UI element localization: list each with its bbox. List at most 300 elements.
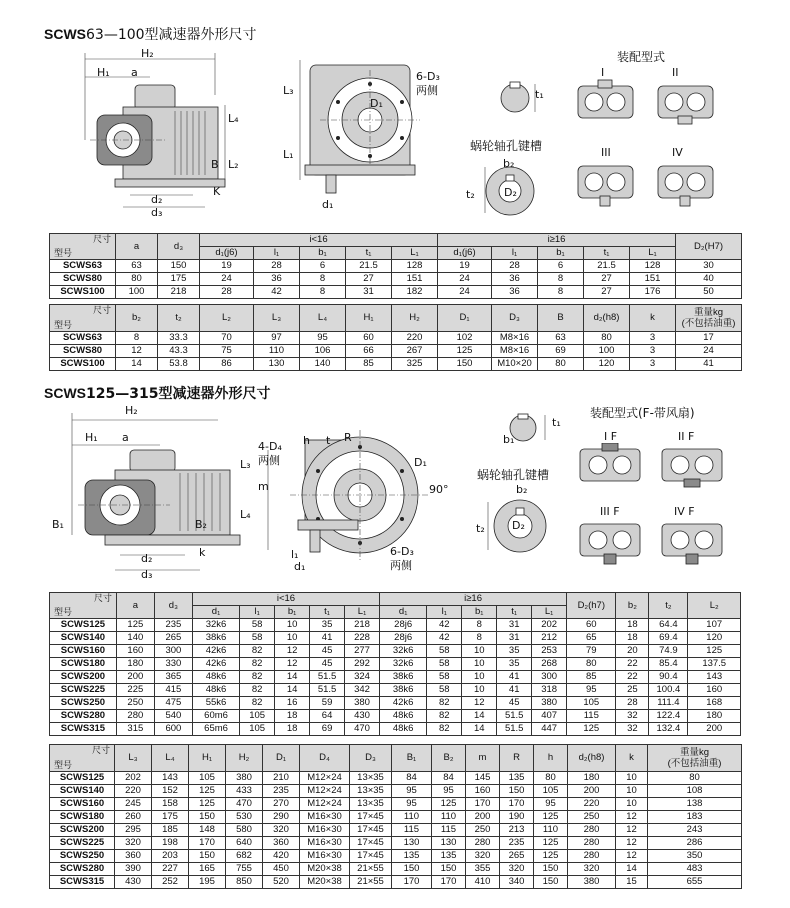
table-cell: 48k6 xyxy=(192,684,239,697)
table-cell: 150 xyxy=(158,260,200,273)
table-cell: 250 xyxy=(466,824,500,837)
table-cell: 41 xyxy=(310,632,345,645)
table-cell: 85 xyxy=(567,671,616,684)
s2t1-group-lt16: i<16 xyxy=(192,593,379,606)
model-name-cell: SCWS125 xyxy=(50,772,115,785)
s2-key-title: 蜗轮轴孔键槽 xyxy=(477,468,550,482)
section1-title-rest: 63—100型减速器外形尺寸 xyxy=(86,27,257,43)
table-cell: 267 xyxy=(392,345,438,358)
table-cell: 21×55 xyxy=(350,863,392,876)
s2t1-header-row-1 xyxy=(50,593,741,606)
table-cell: 38k6 xyxy=(192,632,239,645)
table-cell: 51.5 xyxy=(310,684,345,697)
table-cell: 82 xyxy=(240,658,275,671)
table-cell: 265 xyxy=(500,850,534,863)
table-cell: 180 xyxy=(116,658,154,671)
table-cell: 82 xyxy=(427,697,462,710)
s2t2-header: D₄ xyxy=(300,745,350,772)
table-cell: 235 xyxy=(500,837,534,850)
s1-label-d1-big: D₁ xyxy=(370,97,383,110)
table-cell: 18 xyxy=(275,710,310,723)
table-cell: 55k6 xyxy=(192,697,239,710)
table-cell: 38k6 xyxy=(380,671,427,684)
table-cell: 28j6 xyxy=(380,619,427,632)
table-cell: 520 xyxy=(263,876,300,889)
table-cell: 8 xyxy=(300,273,346,286)
s2-label-sides-1: 两侧 xyxy=(258,454,280,467)
s2t2-header: m xyxy=(466,745,500,772)
table-cell: 218 xyxy=(345,619,380,632)
table-cell: 360 xyxy=(115,850,152,863)
table-cell: 95 xyxy=(432,785,466,798)
table-cell: 340 xyxy=(500,876,534,889)
table-row xyxy=(50,850,742,863)
table-cell: 160 xyxy=(688,684,741,697)
table-cell: 210 xyxy=(263,772,300,785)
table-cell: 200 xyxy=(568,785,616,798)
s2-label-6d3: 6-D₃ xyxy=(390,545,414,558)
s1t1-corner-bottom: 型号 xyxy=(54,248,73,258)
section1-table1 xyxy=(49,233,742,299)
table-cell: 180 xyxy=(688,710,741,723)
table-cell: 74.9 xyxy=(649,645,688,658)
s2-label-h: h xyxy=(303,434,310,447)
table-cell: 95 xyxy=(567,684,616,697)
table-cell: 450 xyxy=(263,863,300,876)
table-cell: 125 xyxy=(189,798,226,811)
s2t1-header: b₁ xyxy=(462,606,497,619)
table-cell: 82 xyxy=(240,697,275,710)
table-cell: 755 xyxy=(226,863,263,876)
table-cell: 100.4 xyxy=(649,684,688,697)
table-cell: 82 xyxy=(240,684,275,697)
table-cell: 12 xyxy=(275,658,310,671)
table-row xyxy=(50,273,742,286)
s2t2-header: d₂(h8) xyxy=(568,745,616,772)
table-cell: 202 xyxy=(532,619,567,632)
table-cell: 13×35 xyxy=(350,772,392,785)
s1-assembly-type-3: III xyxy=(601,146,611,159)
table-cell: 380 xyxy=(532,697,567,710)
s2t1-header: t₁ xyxy=(310,606,345,619)
table-cell: 410 xyxy=(466,876,500,889)
table-cell: 165 xyxy=(189,863,226,876)
table-cell: 115 xyxy=(567,710,616,723)
table-cell: 58 xyxy=(240,632,275,645)
s1-label-d2: d₂ xyxy=(151,193,163,206)
table-cell: 3 xyxy=(630,345,676,358)
table-cell: 21.5 xyxy=(584,260,630,273)
table-cell: 51.5 xyxy=(310,671,345,684)
s1t1-header: d₁(j6) xyxy=(200,247,254,260)
table-cell: 200 xyxy=(688,723,741,736)
table-cell: 31 xyxy=(346,286,392,299)
table-cell: 430 xyxy=(345,710,380,723)
table-cell: 16 xyxy=(275,697,310,710)
s2-assembly-title: 装配型式(F-带风扇) xyxy=(590,406,695,420)
model-name-cell: SCWS63 xyxy=(50,260,116,273)
table-cell: 110 xyxy=(254,345,300,358)
section1-assembly-drawings xyxy=(570,78,720,218)
table-cell: 225 xyxy=(116,684,154,697)
table-row xyxy=(50,645,741,658)
s1t2-header: D₁ xyxy=(438,305,492,332)
s2t2-header: L₃ xyxy=(115,745,152,772)
table-cell: 48k6 xyxy=(192,671,239,684)
s2-key-d2: D₂ xyxy=(512,519,525,532)
table-cell: 318 xyxy=(532,684,567,697)
table-cell: 290 xyxy=(263,811,300,824)
table-cell: 151 xyxy=(630,273,676,286)
s1-label-a: a xyxy=(131,66,138,79)
table-cell: 18 xyxy=(616,619,649,632)
table-cell: 82 xyxy=(427,710,462,723)
table-cell: 17×45 xyxy=(350,837,392,850)
table-cell: 14 xyxy=(116,358,158,371)
table-cell: 200 xyxy=(116,671,154,684)
table-cell: M16×30 xyxy=(300,811,350,824)
table-cell: 28 xyxy=(492,260,538,273)
table-cell: 17×45 xyxy=(350,824,392,837)
table-cell: M20×38 xyxy=(300,876,350,889)
table-cell: 8 xyxy=(538,273,584,286)
table-cell: 3 xyxy=(630,358,676,371)
s2-label-b1: B₁ xyxy=(52,518,64,531)
table-cell: 132.4 xyxy=(649,723,688,736)
table-cell: 407 xyxy=(532,710,567,723)
s2t2-header: B₂ xyxy=(432,745,466,772)
table-cell: 138 xyxy=(648,798,742,811)
table-cell: 42k6 xyxy=(380,697,427,710)
table-cell: 530 xyxy=(226,811,263,824)
table-cell: 220 xyxy=(568,798,616,811)
s2-label-k: k xyxy=(199,546,206,559)
s1-assembly-type-1: I xyxy=(601,66,605,79)
s2-assembly-type-3: III F xyxy=(600,505,620,518)
table-cell: 183 xyxy=(648,811,742,824)
table-cell: 24 xyxy=(438,273,492,286)
table-cell: 265 xyxy=(154,632,192,645)
section1-title-bold: SCWS xyxy=(44,26,86,42)
table-cell: 850 xyxy=(226,876,263,889)
table-cell: 32k6 xyxy=(192,619,239,632)
s2-label-d3: d₃ xyxy=(141,568,153,581)
table-cell: 14 xyxy=(275,684,310,697)
table-cell: 100 xyxy=(116,286,158,299)
s2-label-sides-2: 两侧 xyxy=(390,559,412,572)
s2t1-group-ge16: i≥16 xyxy=(380,593,567,606)
table-cell: 19 xyxy=(200,260,254,273)
model-name-cell: SCWS100 xyxy=(50,286,116,299)
table-cell: 80 xyxy=(538,358,584,371)
table-cell: 12 xyxy=(462,697,497,710)
table-row xyxy=(50,260,742,273)
table-cell: 80 xyxy=(534,772,568,785)
s2t1-header: L₁ xyxy=(532,606,567,619)
table-cell: 540 xyxy=(154,710,192,723)
table-cell: 95 xyxy=(300,332,346,345)
table-cell: 380 xyxy=(345,697,380,710)
table-cell: 470 xyxy=(226,798,263,811)
table-cell: 130 xyxy=(432,837,466,850)
s2t2-weight-header-line2: (不包括油重) xyxy=(667,758,722,769)
table-cell: 28 xyxy=(200,286,254,299)
table-cell: 18 xyxy=(275,723,310,736)
table-cell: 10 xyxy=(616,798,648,811)
s1t2-header: L₃ xyxy=(254,305,300,332)
table-cell: 320 xyxy=(500,863,534,876)
table-cell: 198 xyxy=(152,837,189,850)
s2t2-header: L₄ xyxy=(152,745,189,772)
s2t1-header: d₁ xyxy=(380,606,427,619)
table-cell: 48k6 xyxy=(380,723,427,736)
table-cell: 125 xyxy=(688,645,741,658)
table-cell: 105 xyxy=(189,772,226,785)
table-cell: 12 xyxy=(616,811,648,824)
s2-label-d1-small: d₁ xyxy=(294,560,306,573)
table-cell: 143 xyxy=(152,772,189,785)
table-cell: 252 xyxy=(152,876,189,889)
table-cell: 45 xyxy=(310,658,345,671)
table-cell: 137.5 xyxy=(688,658,741,671)
table-cell: M16×30 xyxy=(300,824,350,837)
model-name-cell: SCWS280 xyxy=(50,863,115,876)
section2-title-bold: SCWS xyxy=(44,385,86,401)
table-cell: 120 xyxy=(688,632,741,645)
table-cell: 60 xyxy=(567,619,616,632)
s2t1-header: t₂ xyxy=(649,593,688,619)
table-cell: 32 xyxy=(616,710,649,723)
table-cell: 66 xyxy=(346,345,392,358)
table-cell: 13×35 xyxy=(350,785,392,798)
table-cell: 22 xyxy=(616,658,649,671)
table-cell: M12×24 xyxy=(300,785,350,798)
table-cell: 8 xyxy=(538,286,584,299)
table-cell: 82 xyxy=(427,723,462,736)
table-cell: 36 xyxy=(492,273,538,286)
s2t2-header: D₃ xyxy=(350,745,392,772)
table-cell: 170 xyxy=(189,837,226,850)
table-cell: 168 xyxy=(688,697,741,710)
table-cell: 390 xyxy=(115,863,152,876)
table-cell: 320 xyxy=(263,824,300,837)
table-cell: 170 xyxy=(466,798,500,811)
table-cell: 10 xyxy=(462,645,497,658)
table-cell: 82 xyxy=(240,671,275,684)
table-cell: 350 xyxy=(648,850,742,863)
model-name-cell: SCWS125 xyxy=(50,619,117,632)
table-cell: 260 xyxy=(115,811,152,824)
table-cell: 360 xyxy=(263,837,300,850)
table-cell: 22 xyxy=(616,671,649,684)
table-cell: 69 xyxy=(310,723,345,736)
table-cell: 110 xyxy=(534,824,568,837)
table-cell: 105 xyxy=(240,710,275,723)
s2-label-d1-big: D₁ xyxy=(414,456,427,469)
table-cell: 58 xyxy=(427,645,462,658)
s1-key-d2: D₂ xyxy=(504,186,517,199)
table-cell: 38k6 xyxy=(380,684,427,697)
table-cell: 158 xyxy=(152,798,189,811)
table-cell: 14 xyxy=(616,863,648,876)
table-cell: 176 xyxy=(630,286,676,299)
table-cell: 175 xyxy=(158,273,200,286)
table-cell: 17×45 xyxy=(350,811,392,824)
s1t2-header: b₂ xyxy=(116,305,158,332)
table-row xyxy=(50,837,742,850)
table-cell: 53.8 xyxy=(158,358,200,371)
s1t1-header: d₁(j6) xyxy=(438,247,492,260)
table-cell: 105 xyxy=(240,723,275,736)
table-cell: 69.4 xyxy=(649,632,688,645)
table-cell: 128 xyxy=(630,260,676,273)
table-cell: 195 xyxy=(189,876,226,889)
table-cell: 80 xyxy=(567,658,616,671)
table-cell: 41 xyxy=(497,671,532,684)
table-cell: 95 xyxy=(534,798,568,811)
table-cell: M12×24 xyxy=(300,772,350,785)
s1-label-d3: d₃ xyxy=(151,206,163,219)
s1t1-header: L₁ xyxy=(392,247,438,260)
table-row xyxy=(50,619,741,632)
table-cell: 12 xyxy=(116,345,158,358)
table-cell: 18 xyxy=(616,632,649,645)
section2-title xyxy=(44,383,270,403)
table-cell: 27 xyxy=(584,286,630,299)
table-cell: 42 xyxy=(427,632,462,645)
table-cell: 65m6 xyxy=(192,723,239,736)
s2t2-header: k xyxy=(616,745,648,772)
table-cell: 277 xyxy=(345,645,380,658)
s1-label-h1: H₁ xyxy=(97,66,110,79)
table-cell: 84 xyxy=(392,772,432,785)
section2-title-rest: 125—315型减速器外形尺寸 xyxy=(86,386,271,402)
model-name-cell: SCWS63 xyxy=(50,332,116,345)
table-cell: 13×35 xyxy=(350,798,392,811)
section1-title xyxy=(44,24,257,44)
table-cell: 185 xyxy=(152,824,189,837)
s1-label-l1: L₁ xyxy=(283,148,294,161)
table-cell: 150 xyxy=(432,863,466,876)
table-cell: 268 xyxy=(532,658,567,671)
table-cell: 365 xyxy=(154,671,192,684)
s1t1-header: b₁ xyxy=(300,247,346,260)
table-cell: 655 xyxy=(648,876,742,889)
table-cell: 82 xyxy=(240,645,275,658)
s1t1-header: a xyxy=(116,234,158,260)
s1t1-group-ge16: i≥16 xyxy=(438,234,676,247)
s1t1-header: L₁ xyxy=(630,247,676,260)
s2t1-corner-bottom: 型号 xyxy=(54,607,73,617)
s2t2-corner-top: 尺寸 xyxy=(91,745,110,755)
section2-table1 xyxy=(49,592,741,736)
table-cell: 253 xyxy=(532,645,567,658)
table-cell: M16×30 xyxy=(300,850,350,863)
s1-key-title: 蜗轮轴孔键槽 xyxy=(470,139,543,153)
s1t2-header: d₂(h8) xyxy=(584,305,630,332)
table-cell: 70 xyxy=(200,332,254,345)
table-row xyxy=(50,671,741,684)
s1t1-header: t₁ xyxy=(584,247,630,260)
table-cell: 43.3 xyxy=(158,345,200,358)
table-cell: 125 xyxy=(534,850,568,863)
table-cell: 300 xyxy=(532,671,567,684)
table-cell: 19 xyxy=(438,260,492,273)
table-cell: 330 xyxy=(154,658,192,671)
table-cell: 80 xyxy=(648,772,742,785)
table-cell: 125 xyxy=(534,837,568,850)
table-cell: 108 xyxy=(648,785,742,798)
table-cell: 433 xyxy=(226,785,263,798)
table-cell: 140 xyxy=(116,632,154,645)
s2-key-t1: t₁ xyxy=(552,416,561,429)
model-name-cell: SCWS180 xyxy=(50,811,115,824)
table-cell: 280 xyxy=(568,837,616,850)
table-cell: 130 xyxy=(254,358,300,371)
s2-label-l3: L₃ xyxy=(240,458,251,471)
table-cell: 148 xyxy=(189,824,226,837)
table-cell: 41 xyxy=(676,358,742,371)
section1-table2 xyxy=(49,304,742,371)
table-cell: 150 xyxy=(500,785,534,798)
table-cell: 125 xyxy=(567,723,616,736)
table-cell: 295 xyxy=(115,824,152,837)
table-cell: 95 xyxy=(392,785,432,798)
table-cell: 69 xyxy=(538,345,584,358)
table-row xyxy=(50,863,742,876)
table-cell: 42 xyxy=(254,286,300,299)
table-cell: 8 xyxy=(116,332,158,345)
table-cell: 243 xyxy=(648,824,742,837)
s1t1-header: D₂(H7) xyxy=(676,234,742,260)
table-cell: 84 xyxy=(432,772,466,785)
table-row xyxy=(50,697,741,710)
model-name-cell: SCWS140 xyxy=(50,785,115,798)
s1t1-group-lt16: i<16 xyxy=(200,234,438,247)
s1t2-weight-header-line2: (不包括油重) xyxy=(681,318,736,329)
s2t2-weight-header xyxy=(648,745,742,772)
s1t1-corner-cell xyxy=(50,234,116,260)
s1t2-header: k xyxy=(630,305,676,332)
table-cell: 12 xyxy=(616,837,648,850)
table-cell: 58 xyxy=(427,658,462,671)
table-row xyxy=(50,345,742,358)
table-cell: 300 xyxy=(154,645,192,658)
table-cell: M12×24 xyxy=(300,798,350,811)
table-cell: 227 xyxy=(152,863,189,876)
table-cell: 420 xyxy=(263,850,300,863)
s2-label-h1: H₁ xyxy=(85,431,98,444)
table-row xyxy=(50,876,742,889)
table-cell: 483 xyxy=(648,863,742,876)
table-cell: 12 xyxy=(275,645,310,658)
table-cell: 25 xyxy=(616,684,649,697)
table-cell: 213 xyxy=(500,824,534,837)
table-cell: 145 xyxy=(466,772,500,785)
table-cell: 10 xyxy=(616,772,648,785)
table-cell: 31 xyxy=(497,619,532,632)
table-cell: 60 xyxy=(346,332,392,345)
table-cell: 79 xyxy=(567,645,616,658)
table-cell: 45 xyxy=(310,645,345,658)
s1t1-body xyxy=(50,260,742,299)
s1t2-corner-cell xyxy=(50,305,116,332)
table-cell: M8×16 xyxy=(492,332,538,345)
table-cell: 150 xyxy=(189,811,226,824)
s1-key-t1: t₁ xyxy=(535,88,544,101)
table-row xyxy=(50,798,742,811)
s1t1-header: l₁ xyxy=(492,247,538,260)
